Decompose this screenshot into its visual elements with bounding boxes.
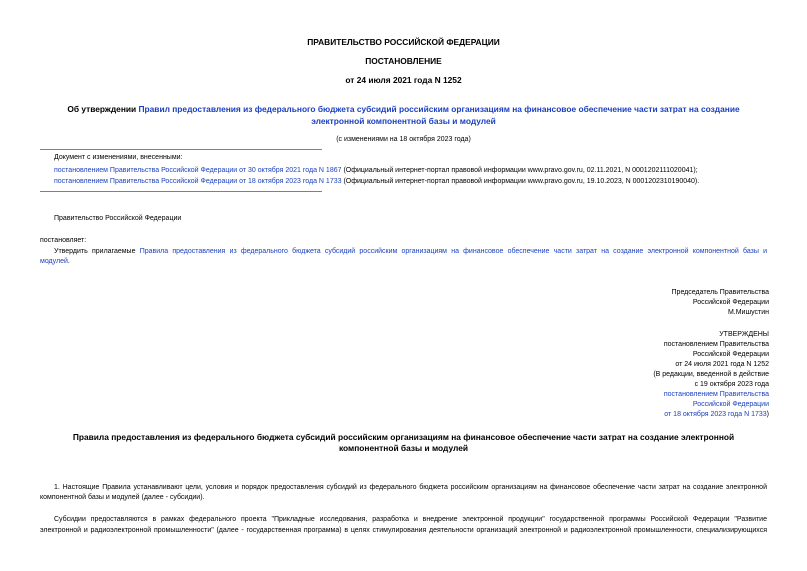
title-link[interactable]: Правил предоставления из федерального бюджета субсидий российским организациям на финансовое обеспечение части затрат на создание xyxy=(138,104,740,114)
paragraph-1-line1: 1. Настоящие Правила устанавливают цели, условия и порядок предоставления субсидий из федерального бюджета российским организациям на финансовое обеспечение части затрат на создание электронной xyxy=(54,484,767,491)
change-item-2-link[interactable]: постановлением Правительства Российской Федерации от 18 октября 2023 года N 1733 xyxy=(54,178,342,185)
revision-note: (с изменениями на 18 октября 2023 года) xyxy=(336,136,471,143)
document-type: ПОСТАНОВЛЕНИЕ xyxy=(365,56,442,66)
approve-rules-link-continued[interactable]: модулей xyxy=(40,258,68,265)
approved-amend-link-2[interactable]: Российской Федерации xyxy=(692,401,769,408)
decides-word: постановляет: xyxy=(40,237,87,244)
title-link-continued[interactable]: электронной компонентной базы и модулей xyxy=(311,116,496,126)
approve-paragraph-line2 xyxy=(40,257,70,267)
approve-prefix: Утвердить прилагаемые xyxy=(54,248,140,255)
change-item-1 xyxy=(54,166,698,176)
approved-amend-link-3[interactable]: от 18 октября 2023 года N 1733 xyxy=(664,411,767,418)
changes-bottom-divider xyxy=(40,191,322,192)
title-prefix: Об утверждении xyxy=(67,104,139,114)
approved-revision: (В редакции, введенной в действие xyxy=(653,371,769,378)
change-item-1-link[interactable]: постановлением Правительства Российской Федерации от 30 октября 2021 года N 1867 xyxy=(54,167,342,174)
change-item-2-source: (Официальный интернет-портал правовой информации www.pravo.gov.ru, 19.10.2023, N 0001202310190040). xyxy=(341,178,700,185)
approved-date: от 24 июля 2021 года N 1252 xyxy=(675,361,769,368)
paragraph-1-line2: компонентной базы и модулей (далее - субсидии). xyxy=(40,494,205,501)
approved-country: Российской Федерации xyxy=(692,351,769,358)
document-title-line2 xyxy=(0,116,807,127)
signature-title: Председатель Правительства xyxy=(671,289,769,296)
government-line: Правительство Российской Федерации xyxy=(54,215,182,222)
approved-heading: УТВЕРЖДЕНЫ xyxy=(719,331,769,338)
document-title xyxy=(0,104,807,115)
document-date-number: от 24 июля 2021 года N 1252 xyxy=(345,75,462,85)
paragraph-2-line2: электронной и радиоэлектронной промышленности" (далее - государственная программа) в целях стимулирования деятельности организаций электронной и радиоэлектронной промышленности, специализирующихся xyxy=(40,527,767,534)
changes-top-divider xyxy=(40,149,322,150)
rules-title-line2: компонентной базы и модулей xyxy=(338,443,469,453)
signature-name: М.Мишустин xyxy=(727,309,769,316)
signature-country: Российской Федерации xyxy=(692,299,769,306)
approve-paragraph-line1 xyxy=(54,247,767,257)
rules-title: Правила предоставления из федерального бюджета субсидий российским организациям на финансовое обеспечение части затрат на создание электронной xyxy=(72,432,735,442)
approved-block xyxy=(653,330,769,420)
change-item-2 xyxy=(54,177,699,187)
approved-close-paren: ) xyxy=(766,411,769,418)
approved-amend-link-1[interactable]: постановлением Правительства xyxy=(663,391,769,398)
changes-intro: Документ с изменениями, внесенными: xyxy=(54,154,183,161)
approve-rules-link[interactable]: Правила предоставления из федерального бюджета субсидий российским организациям на финансовое обеспечение части затрат на создание электронной компонентной базы и xyxy=(139,248,768,255)
approved-by: постановлением Правительства xyxy=(663,341,769,348)
change-item-1-source: (Официальный интернет-портал правовой информации www.pravo.gov.ru, 02.11.2021, N 0001202111020041); xyxy=(341,167,698,174)
paragraph-2-line1: Субсидии предоставляются в рамках федерального проекта "Прикладные исследования, разработка и внедрение электронной продукции" государственной программы Российской Федерации "Развитие xyxy=(54,516,767,523)
approved-effective: с 19 октября 2023 года xyxy=(694,381,769,388)
signature-block xyxy=(672,288,769,318)
government-heading: ПРАВИТЕЛЬСТВО РОССИЙСКОЙ ФЕДЕРАЦИИ xyxy=(307,37,500,47)
approve-suffix: . xyxy=(67,258,70,265)
